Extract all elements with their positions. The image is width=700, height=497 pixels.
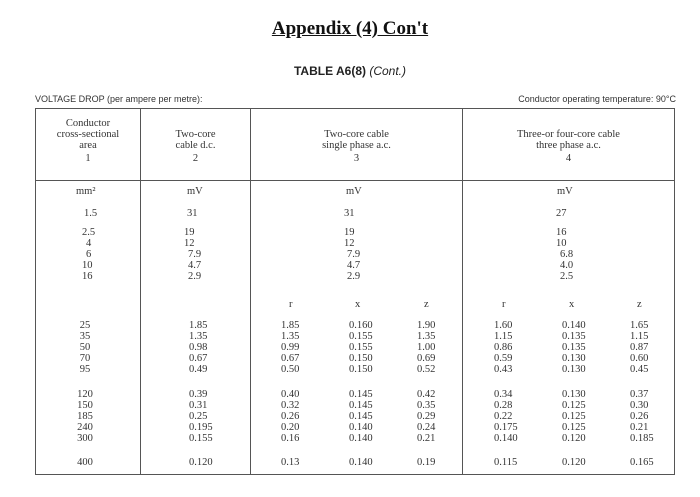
table-bottom-rule [35, 474, 675, 475]
unit-dc: mV [187, 186, 203, 197]
header-three-core-ac [463, 129, 674, 164]
single-r-cell: 0.32 [281, 400, 300, 411]
dc-cell: 19 [184, 227, 195, 238]
table-number: TABLE A6(8) [293, 64, 366, 78]
three-x-cell: 0.125 [562, 400, 586, 411]
three-x-column-group2 [562, 320, 586, 375]
subheader-r: r [289, 299, 293, 310]
single-r-cell: 0.26 [281, 411, 300, 422]
single-cell: 31 [344, 208, 355, 219]
header-column-number: 1 [85, 153, 91, 164]
header-two-core-dc [141, 129, 250, 164]
area-column-group2 [70, 320, 100, 375]
header-line: Conductor [65, 118, 111, 129]
subheader-x: x [569, 299, 575, 310]
subheader-z: z [637, 299, 642, 310]
three-cell: 2.5 [560, 271, 574, 282]
single-z-cell: 0.24 [417, 422, 436, 433]
three-r-cell: 0.59 [494, 353, 513, 364]
dc-column-group1 [184, 227, 201, 282]
three-r-cell: 0.34 [494, 389, 513, 400]
area-cell: 16 [82, 271, 93, 282]
dc-cell: 31 [187, 208, 198, 219]
area-cell: 1.5 [84, 208, 98, 219]
single-r-cell: 1.85 [281, 320, 300, 331]
single-x-cell: 0.140 [349, 422, 373, 433]
area-column-group1 [82, 227, 95, 282]
header-line: three phase a.c. [536, 140, 601, 151]
dc-cell: 0.25 [189, 411, 208, 422]
single-cell: 19 [344, 227, 355, 238]
single-column-group1 [344, 227, 360, 282]
dc-cell: 12 [184, 238, 195, 249]
subheader-z: z [424, 299, 429, 310]
single-z-cell: 0.19 [417, 457, 436, 468]
three-r-cell: 0.28 [494, 400, 513, 411]
single-cell: 12 [344, 238, 355, 249]
dc-cell: 0.195 [189, 422, 213, 433]
header-rule [35, 180, 675, 181]
single-z-cell: 0.42 [417, 389, 436, 400]
three-x-cell: 0.125 [562, 422, 586, 433]
dc-cell: 0.98 [189, 342, 208, 353]
three-x-cell: 0.125 [562, 411, 586, 422]
single-r-cell: 0.20 [281, 422, 300, 433]
header-line: cross-sectional [56, 129, 120, 140]
header-line: Three-or four-core cable [517, 129, 620, 140]
single-r-cell: 0.99 [281, 342, 300, 353]
unit-area: mm² [76, 186, 96, 197]
unit-single: mV [346, 186, 362, 197]
unit-three: mV [557, 186, 573, 197]
single-r-cell: 0.50 [281, 364, 300, 375]
single-x-cell: 0.145 [349, 411, 373, 422]
single-cell: 4.7 [347, 260, 361, 271]
single-x-cell: 0.150 [349, 364, 373, 375]
table-top-rule [35, 108, 675, 109]
area-cell: 6 [86, 249, 92, 260]
page-title: Appendix (4) Con't [271, 18, 429, 39]
area-cell: 95 [79, 364, 91, 375]
three-z-cell: 0.165 [630, 457, 654, 468]
area-cell: 25 [79, 320, 91, 331]
three-x-cell: 0.130 [562, 364, 586, 375]
single-x-cell: 0.155 [349, 331, 373, 342]
single-cell: 7.9 [347, 249, 361, 260]
three-x-cell: 0.120 [562, 457, 586, 468]
three-r-column-group3 [494, 389, 518, 444]
dc-cell: 0.39 [189, 389, 208, 400]
single-x-cell: 0.140 [349, 457, 373, 468]
single-x-cell: 0.145 [349, 400, 373, 411]
header-column-number: 4 [565, 153, 572, 164]
three-r-cell: 0.175 [494, 422, 518, 433]
dc-cell: 0.67 [189, 353, 208, 364]
three-cell: 4.0 [560, 260, 574, 271]
three-z-cell: 0.30 [630, 400, 649, 411]
three-z-cell: 0.60 [630, 353, 649, 364]
single-r-column-group3 [281, 389, 299, 444]
single-x-cell: 0.160 [349, 320, 373, 331]
three-z-cell: 0.87 [630, 342, 649, 353]
area-cell: 70 [79, 353, 91, 364]
table-continued: (Cont.) [369, 64, 407, 78]
single-z-cell: 0.29 [417, 411, 436, 422]
dc-column-group2 [189, 320, 207, 375]
area-column-group3 [70, 389, 100, 444]
dc-cell: 0.120 [189, 457, 213, 468]
three-r-cell: 0.115 [494, 457, 518, 468]
area-cell: 120 [77, 389, 93, 400]
table-right-border [674, 108, 675, 475]
three-x-cell: 0.130 [562, 353, 586, 364]
single-z-cell: 0.21 [417, 433, 436, 444]
area-cell: 35 [79, 331, 91, 342]
single-r-cell: 0.13 [281, 457, 300, 468]
single-z-cell: 1.35 [417, 331, 436, 342]
area-cell: 2.5 [82, 227, 96, 238]
area-cell: 300 [77, 433, 93, 444]
single-r-column-group2 [281, 320, 299, 375]
three-x-cell: 0.130 [562, 389, 586, 400]
single-z-cell: 1.90 [417, 320, 436, 331]
area-cell: 4 [86, 238, 92, 249]
three-r-cell: 0.86 [494, 342, 513, 353]
single-x-cell: 0.140 [349, 433, 373, 444]
three-z-cell: 1.15 [630, 331, 649, 342]
three-x-cell: 0.135 [562, 331, 586, 342]
single-z-cell: 0.52 [417, 364, 436, 375]
header-column-number: 2 [192, 153, 199, 164]
single-r-cell: 1.35 [281, 331, 300, 342]
dc-cell: 0.155 [189, 433, 213, 444]
single-x-cell: 0.150 [349, 353, 373, 364]
header-two-core-ac [251, 129, 462, 164]
area-cell: 240 [77, 422, 93, 433]
header-line: cable d.c. [175, 140, 216, 151]
single-z-cell: 1.00 [417, 342, 436, 353]
single-r-cell: 0.67 [281, 353, 300, 364]
temperature-note: Conductor operating temperature: 90°C [518, 94, 676, 104]
three-z-cell: 0.26 [630, 411, 649, 422]
three-cell: 27 [556, 208, 567, 219]
three-r-cell: 1.15 [494, 331, 513, 342]
three-z-column-group3 [630, 389, 654, 444]
three-z-cell: 0.185 [630, 433, 654, 444]
three-column-group1 [556, 227, 573, 282]
area-cell: 10 [82, 260, 93, 271]
dc-cell: 0.31 [189, 400, 208, 411]
three-r-cell: 0.22 [494, 411, 513, 422]
single-x-column-group2 [349, 320, 373, 375]
subheader-x: x [355, 299, 361, 310]
three-r-cell: 0.140 [494, 433, 518, 444]
three-cell: 6.8 [560, 249, 574, 260]
header-line: Two-core [175, 129, 216, 140]
three-r-cell: 0.43 [494, 364, 513, 375]
three-r-cell: 1.60 [494, 320, 513, 331]
dc-cell: 0.49 [189, 364, 208, 375]
three-x-column-group3 [562, 389, 586, 444]
dc-cell: 4.7 [188, 260, 202, 271]
subheader-r: r [502, 299, 506, 310]
three-x-cell: 0.140 [562, 320, 586, 331]
single-x-cell: 0.145 [349, 389, 373, 400]
single-x-cell: 0.155 [349, 342, 373, 353]
header-line: area [79, 140, 97, 151]
three-z-cell: 0.37 [630, 389, 649, 400]
three-r-column-group2 [494, 320, 512, 375]
single-x-column-group3 [349, 389, 373, 444]
voltage-drop-note: VOLTAGE DROP (per ampere per metre): [35, 94, 203, 104]
dc-cell: 7.9 [188, 249, 202, 260]
area-cell: 185 [77, 411, 93, 422]
dc-column-group3 [189, 389, 213, 444]
single-z-cell: 0.69 [417, 353, 436, 364]
header-conductor-area [36, 118, 140, 164]
three-z-cell: 1.65 [630, 320, 649, 331]
area-cell: 150 [77, 400, 93, 411]
three-x-cell: 0.135 [562, 342, 586, 353]
header-column-number: 3 [353, 153, 360, 164]
three-z-column-group2 [630, 320, 648, 375]
area-cell: 400 [77, 457, 93, 468]
dc-cell: 2.9 [188, 271, 202, 282]
single-z-column-group2 [417, 320, 435, 375]
header-line: Two-core cable [324, 129, 389, 140]
single-z-column-group3 [417, 389, 435, 444]
single-r-cell: 0.40 [281, 389, 300, 400]
three-z-cell: 0.45 [630, 364, 649, 375]
single-z-cell: 0.35 [417, 400, 436, 411]
single-cell: 2.9 [347, 271, 361, 282]
single-r-cell: 0.16 [281, 433, 300, 444]
area-cell: 50 [79, 342, 91, 353]
dc-cell: 1.35 [189, 331, 208, 342]
three-x-cell: 0.120 [562, 433, 586, 444]
three-z-cell: 0.21 [630, 422, 649, 433]
three-cell: 16 [556, 227, 567, 238]
header-line: single phase a.c. [322, 140, 391, 151]
table-caption [0, 64, 700, 78]
three-cell: 10 [556, 238, 567, 249]
dc-cell: 1.85 [189, 320, 208, 331]
